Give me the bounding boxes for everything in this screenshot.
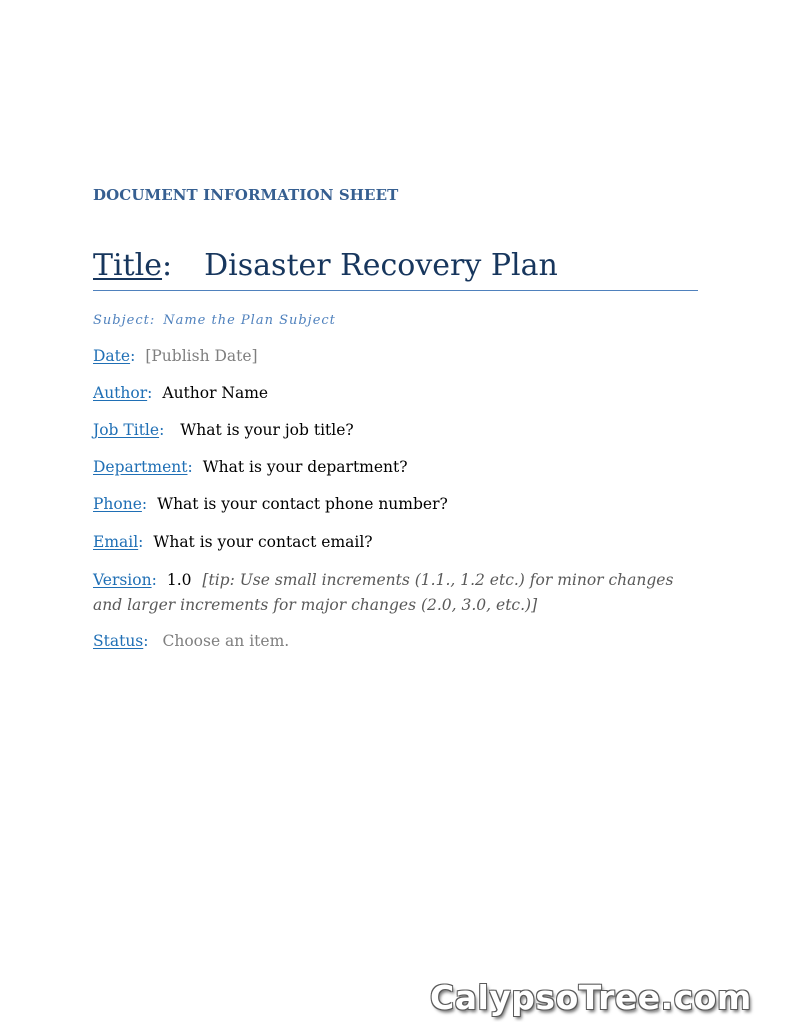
subject-row <box>93 313 336 328</box>
author-row: Author: Author Name <box>93 384 269 402</box>
watermark-logo: CalypsoTree.com <box>430 978 752 1017</box>
version-label[interactable]: Version <box>93 571 152 589</box>
subject-value[interactable]: Name the Plan Subject <box>163 313 336 328</box>
phone-value[interactable]: What is your contact phone number? <box>157 495 448 513</box>
status-row: Status: Choose an item. <box>93 632 290 650</box>
title-label: Title <box>93 248 163 283</box>
version-value[interactable]: 1.0 <box>166 571 192 589</box>
email-value[interactable]: What is your contact email? <box>153 533 373 551</box>
job-title-row: Job Title: What is your job title? <box>93 421 354 439</box>
job-title-value[interactable]: What is your job title? <box>180 421 354 439</box>
author-value[interactable]: Author Name <box>162 384 269 402</box>
email-row: Email: What is your contact email? <box>93 533 373 551</box>
author-label[interactable]: Author <box>93 384 148 402</box>
status-dropdown[interactable]: Choose an item. <box>162 632 290 650</box>
version-tip: [tip: Use small increments (1.1., 1.2 etc.) for minor changes and larger increments for major changes (2.0, 3.0, etc.)] <box>93 571 674 614</box>
department-row: Department: What is your department? <box>93 458 408 476</box>
department-label[interactable]: Department <box>93 458 188 476</box>
phone-label[interactable]: Phone <box>93 495 142 513</box>
document-heading: DOCUMENT INFORMATION SHEET <box>93 186 399 204</box>
email-label[interactable]: Email <box>93 533 139 551</box>
title-value[interactable]: Disaster Recovery Plan <box>204 248 558 283</box>
department-value[interactable]: What is your department? <box>202 458 408 476</box>
status-label[interactable]: Status <box>93 632 144 650</box>
version-row: Version: 1.0 [tip: Use small increments (1.1., 1.2 etc.) for minor changes and larger increments for major changes (2.0, 3.0, etc.)] <box>93 571 674 614</box>
date-label[interactable]: Date <box>93 347 131 365</box>
date-value[interactable]: [Publish Date] <box>145 347 258 365</box>
title-colon: : <box>162 248 173 283</box>
phone-row: Phone: What is your contact phone number? <box>93 495 448 513</box>
date-row: Date: [Publish Date] <box>93 347 258 365</box>
job-title-label[interactable]: Job Title <box>93 421 160 439</box>
title-row <box>93 248 698 291</box>
subject-label: Subject: <box>93 313 156 328</box>
